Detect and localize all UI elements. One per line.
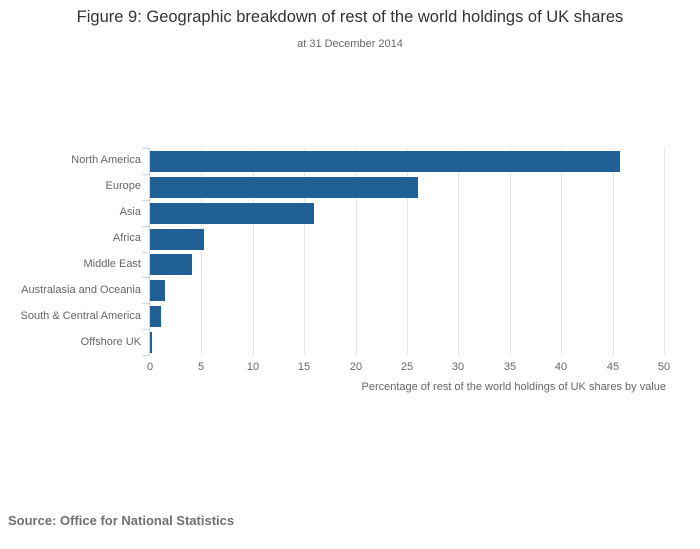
y-axis-tick [142, 200, 149, 201]
x-axis-tick-label: 10 [246, 361, 260, 373]
category-label: Australasia and Oceania [21, 284, 141, 296]
x-axis-tick-label: 25 [400, 361, 414, 373]
gridline [510, 148, 511, 355]
chart-subtitle: at 31 December 2014 [297, 38, 403, 50]
bar[interactable] [150, 280, 165, 301]
category-label: Europe [105, 180, 141, 192]
y-axis-tick [142, 329, 149, 330]
gridline [561, 148, 562, 355]
x-axis-tick-label: 30 [451, 361, 465, 373]
bar[interactable] [150, 229, 204, 250]
y-axis-tick [142, 355, 149, 356]
bar[interactable] [150, 177, 418, 198]
bar[interactable] [150, 306, 161, 327]
x-axis-tick-label: 40 [554, 361, 568, 373]
y-axis-tick [142, 252, 149, 253]
category-label: North America [71, 154, 141, 166]
gridline [664, 148, 665, 355]
category-label: South & Central America [20, 310, 141, 322]
x-axis-tick-label: 45 [606, 361, 620, 373]
bar[interactable] [150, 151, 620, 172]
category-label: Middle East [83, 258, 141, 270]
x-axis-tick-label: 35 [503, 361, 517, 373]
gridline [613, 148, 614, 355]
gridline [458, 148, 459, 355]
x-axis-tick-label: 0 [146, 361, 154, 373]
bar[interactable] [150, 332, 152, 353]
x-axis-tick-label: 5 [197, 361, 205, 373]
x-axis-title: Percentage of rest of the world holdings of UK shares by value [361, 381, 666, 393]
category-label: Asia [119, 206, 141, 218]
category-label: Offshore UK [80, 336, 141, 348]
category-label: Africa [112, 232, 141, 244]
bar[interactable] [150, 203, 314, 224]
bar[interactable] [150, 254, 192, 275]
y-axis-tick [142, 148, 149, 149]
y-axis-tick [142, 277, 149, 278]
chart-title: Figure 9: Geographic breakdown of rest of the world holdings of UK shares [76, 8, 624, 26]
y-axis-tick [142, 226, 149, 227]
x-axis-tick-label: 50 [657, 361, 671, 373]
y-axis-tick [142, 303, 149, 304]
x-axis-tick-label: 20 [349, 361, 363, 373]
source-note: Source: Office for National Statistics [8, 513, 235, 528]
y-axis-tick [142, 174, 149, 175]
x-axis-tick-label: 15 [297, 361, 311, 373]
